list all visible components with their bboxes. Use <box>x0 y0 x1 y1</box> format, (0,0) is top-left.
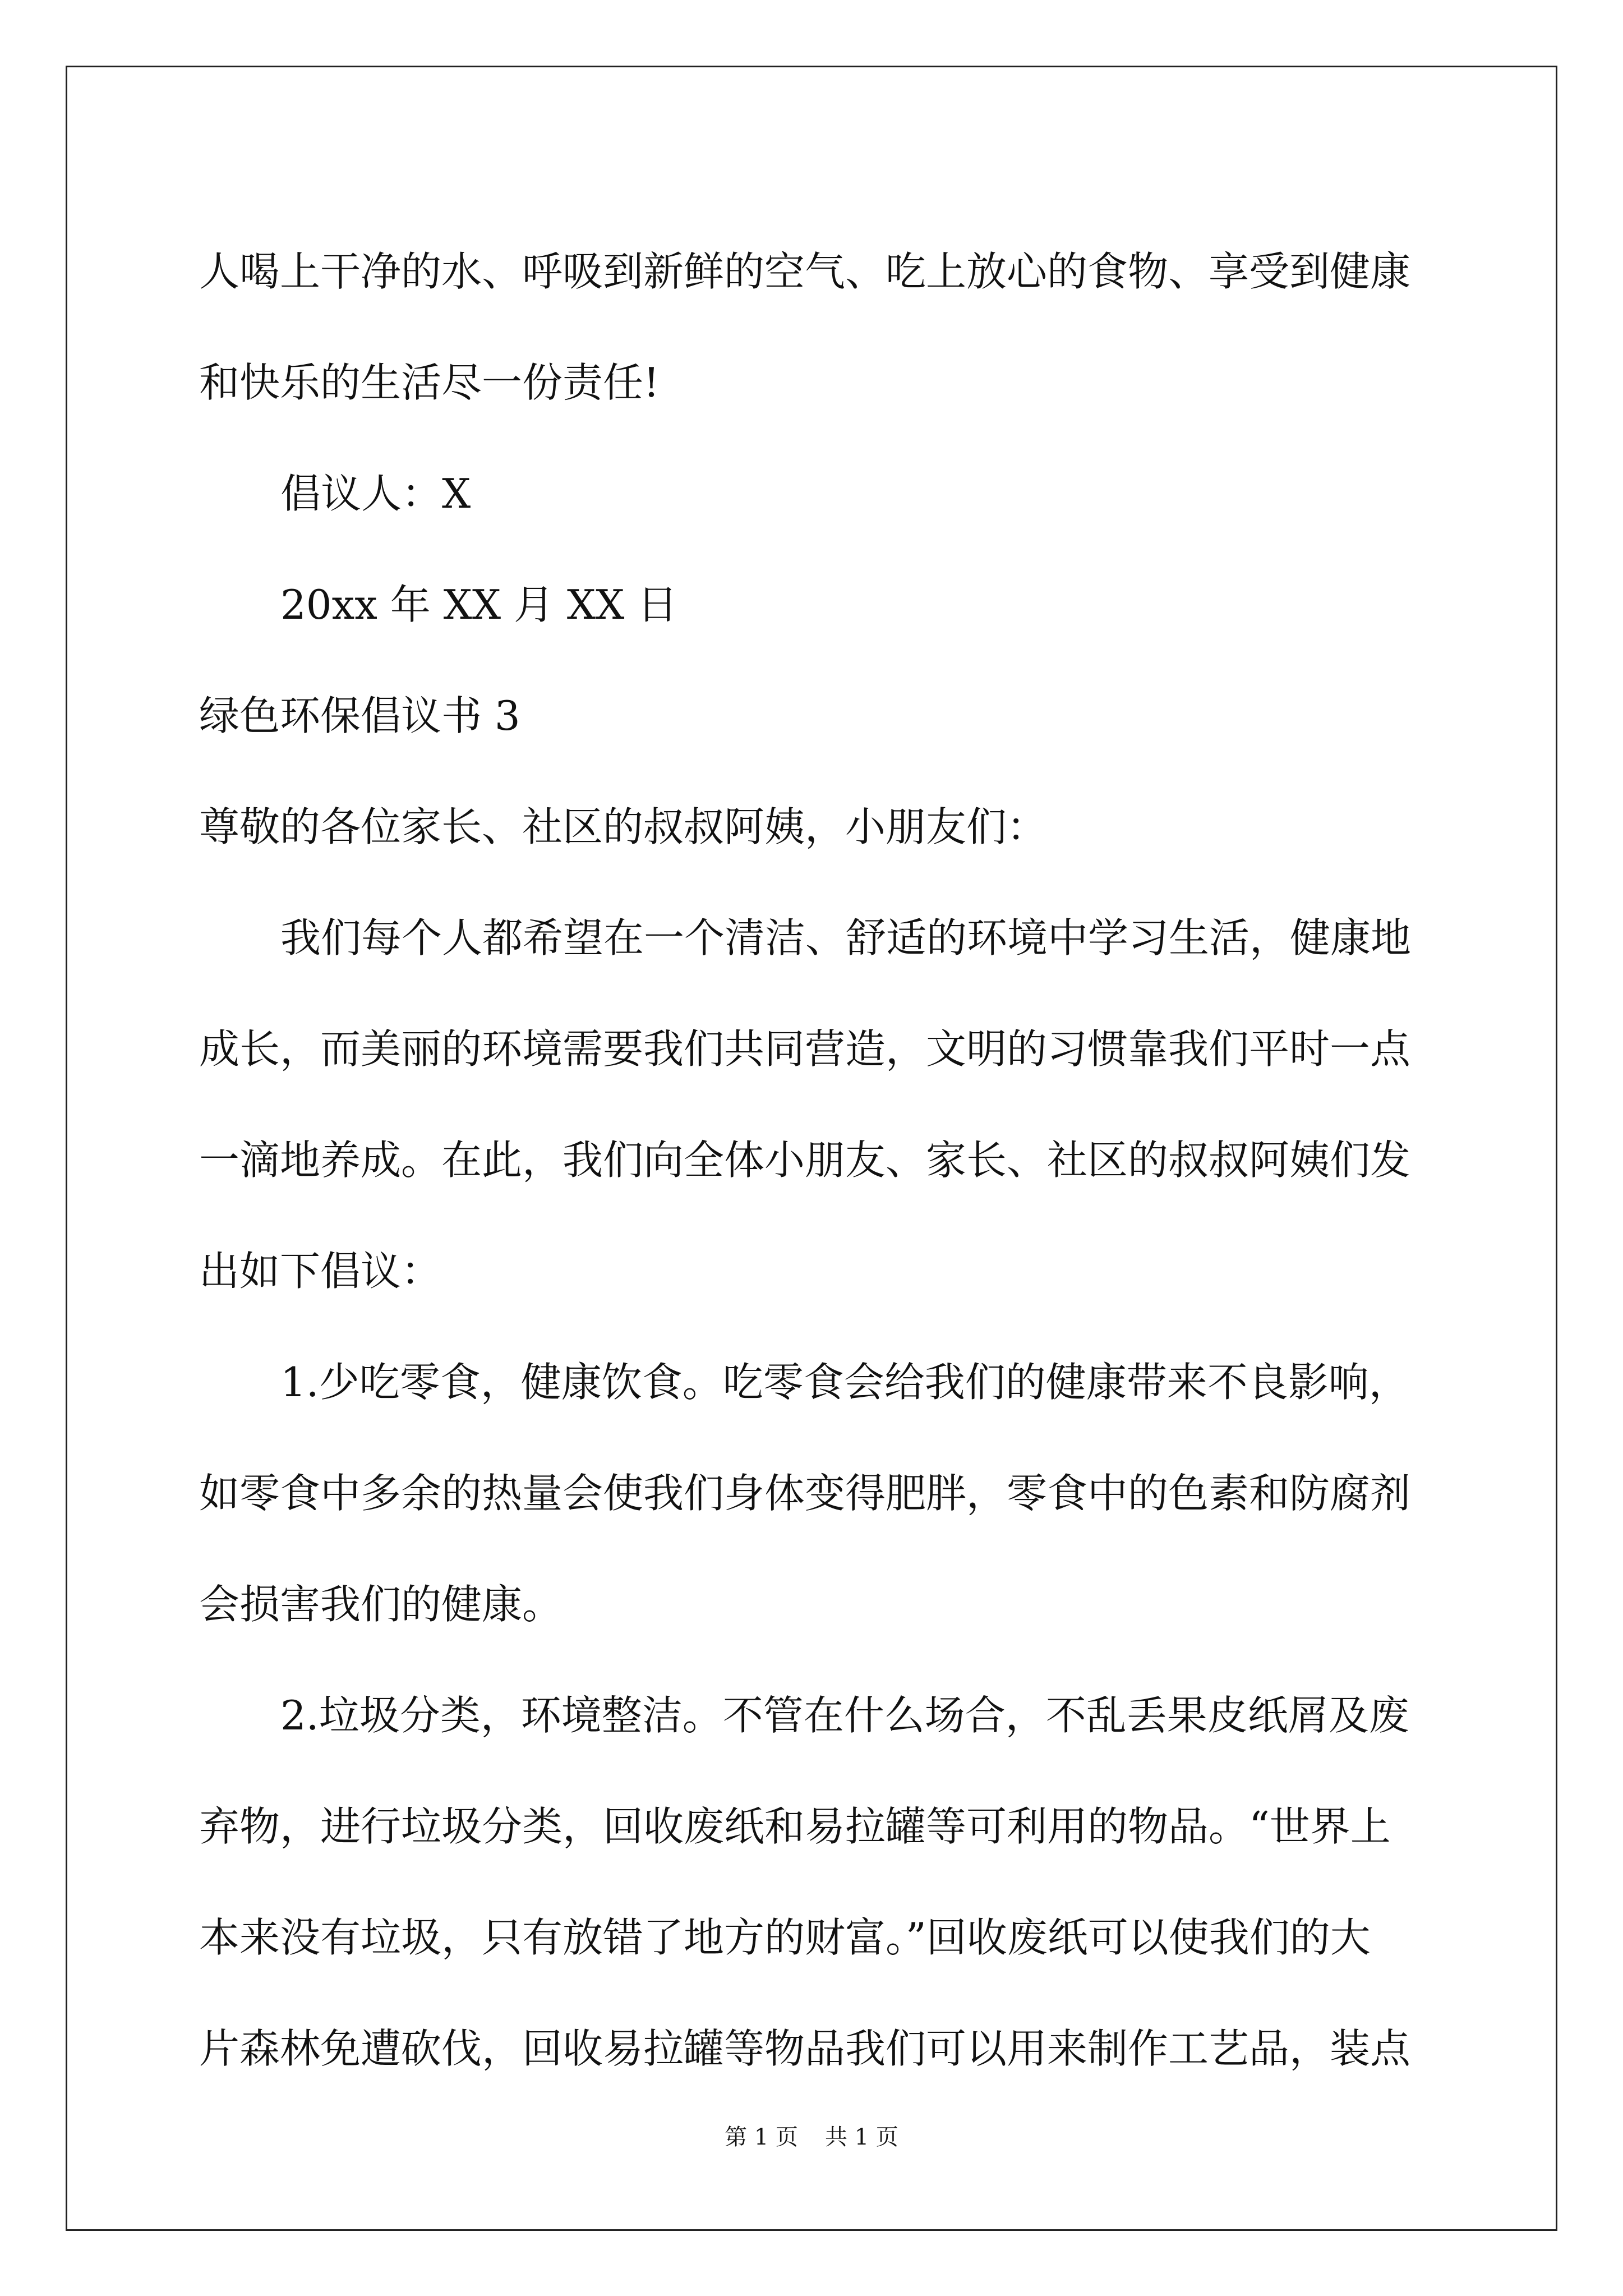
signatory-line: 倡议人：X <box>280 470 471 517</box>
text-line: 和快乐的生活尽一份责任! <box>199 359 660 406</box>
section-title: 绿色环保倡议书 3 <box>199 692 520 739</box>
text-line: 我们每个人都希望在一个清洁、舒适的环境中学习生活，健康地 <box>280 914 1412 961</box>
text-line: 如零食中多余的热量会使我们身体变得肥胖，零食中的色素和防腐剂 <box>199 1470 1411 1517</box>
document-body <box>199 216 1427 2104</box>
text-line: 片森林免遭砍伐，回收易拉罐等物品我们可以用来制作工艺品，装点 <box>199 2025 1411 2072</box>
salutation: 尊敬的各位家长、社区的叔叔阿姨，小朋友们： <box>199 803 1048 850</box>
text-line: 成长，而美丽的环境需要我们共同营造，文明的习惯靠我们平时一点 <box>199 1025 1411 1073</box>
list-item: 2.垃圾分类，环境整洁。不管在什么场合，不乱丢果皮纸屑及废 <box>280 1692 1409 1739</box>
date-line: 20xx 年 XX 月 XX 日 <box>280 581 678 628</box>
page-number: 第 1 页 <box>725 2124 798 2150</box>
page-total: 共 1 页 <box>825 2124 898 2150</box>
text-line: 一滴地养成。在此，我们向全体小朋友、家长、社区的叔叔阿姨们发 <box>199 1137 1411 1184</box>
text-line: 会损害我们的健康。 <box>199 1581 563 1628</box>
list-item: 1.少吃零食，健康饮食。吃零食会给我们的健康带来不良影响， <box>280 1359 1409 1406</box>
text-line: 人喝上干净的水、呼吸到新鲜的空气、吃上放心的食物、享受到健康 <box>199 248 1411 295</box>
text-line: 出如下倡议： <box>199 1248 442 1295</box>
text-line: 本来没有垃圾，只有放错了地方的财富。”回收废纸可以使我们的大 <box>199 1914 1371 1961</box>
text-line: 弃物，进行垃圾分类，回收废纸和易拉罐等可利用的物品。“世界上 <box>199 1803 1391 1850</box>
page-footer <box>0 2123 1623 2151</box>
